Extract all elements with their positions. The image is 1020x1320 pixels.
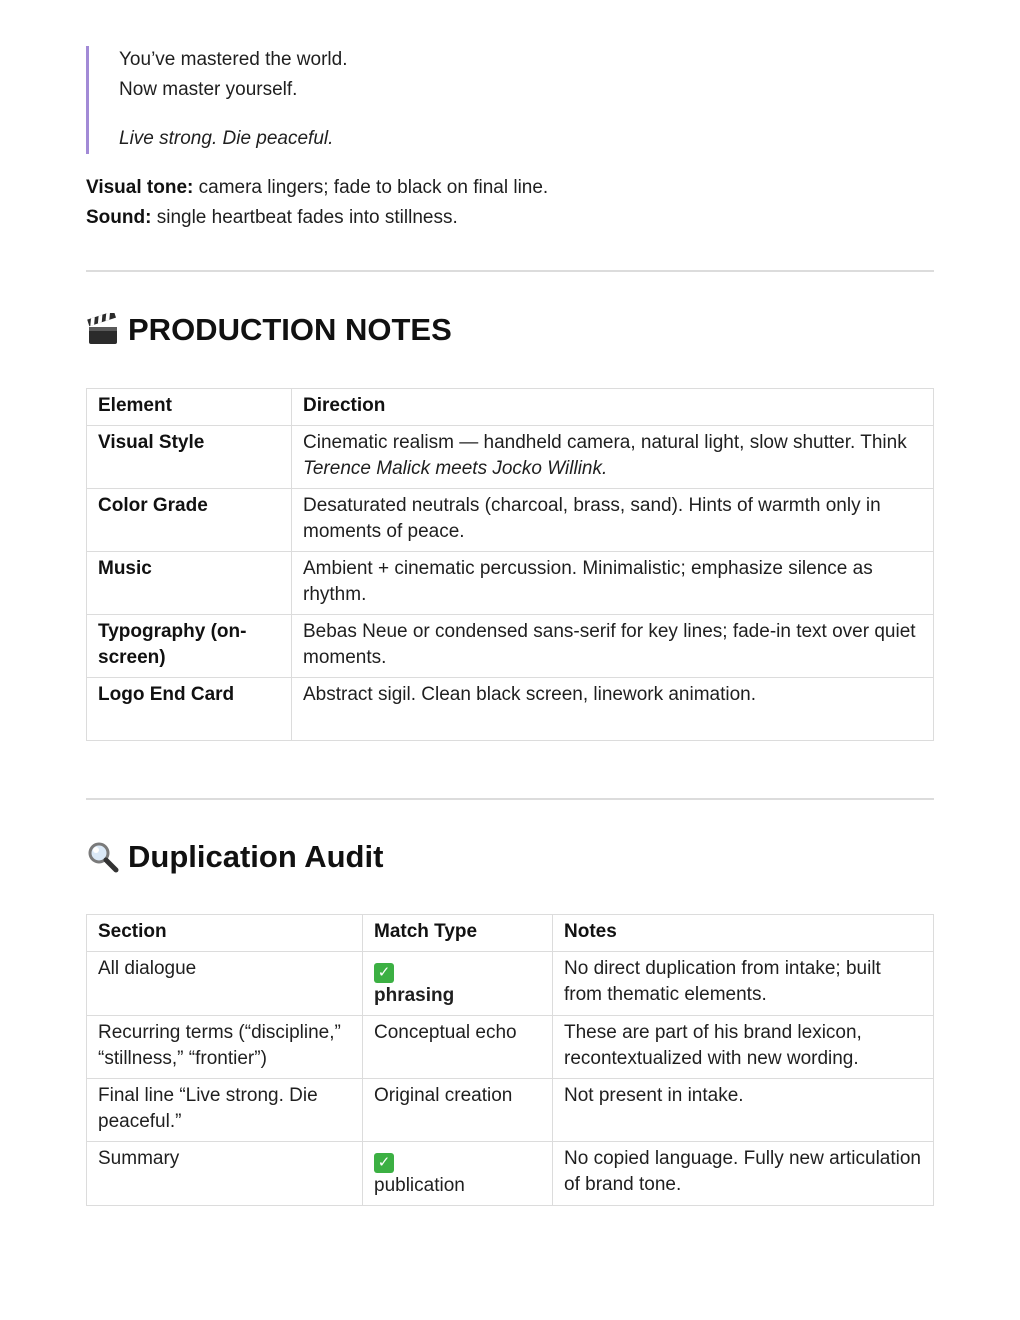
visual-tone-text: camera lingers; fade to black on final line.	[193, 177, 549, 198]
quote-line-1: You’ve mastered the world.	[119, 49, 348, 70]
direction-emphasis: Terence Malick meets Jocko Willink.	[303, 458, 608, 479]
visual-tone-label: Visual tone:	[86, 177, 194, 198]
section-cell: Recurring terms (“discipline,” “stillness,” “frontier”)	[87, 1016, 363, 1079]
production-notes-title: PRODUCTION NOTES	[128, 312, 452, 347]
column-header: Direction	[292, 389, 934, 426]
table-row	[87, 552, 934, 615]
direction-cell	[292, 426, 934, 489]
column-header: Section	[87, 915, 363, 952]
duplication-audit-title: Duplication Audit	[128, 839, 384, 874]
table-row	[87, 1016, 934, 1079]
match-type-cell: Conceptual echo	[363, 1016, 553, 1079]
sound-line	[86, 207, 458, 229]
direction-cell: Bebas Neue or condensed sans-serif for key lines; fade-in text over quiet moments.	[292, 615, 934, 678]
notes-cell: These are part of his brand lexicon, recontextualized with new wording.	[553, 1016, 934, 1079]
table-row	[87, 678, 934, 741]
match-type-cell: Original creation	[363, 1079, 553, 1142]
table-header-row	[87, 389, 934, 426]
section-cell: Summary	[87, 1142, 363, 1206]
notes-cell: Not present in intake.	[553, 1079, 934, 1142]
divider	[86, 798, 934, 800]
divider	[86, 270, 934, 272]
check-mark-icon: ✓	[374, 963, 394, 983]
element-cell: Color Grade	[87, 489, 292, 552]
direction-cell: Abstract sigil. Clean black screen, linework animation.	[292, 678, 934, 741]
production-notes-table	[86, 388, 934, 741]
duplication-audit-table	[86, 914, 934, 1206]
table-row	[87, 615, 934, 678]
table-header-row	[87, 915, 934, 952]
table-row	[87, 489, 934, 552]
check-mark-icon: ✓	[374, 1153, 394, 1173]
element-cell: Logo End Card	[87, 678, 292, 741]
clapperboard-icon	[86, 313, 120, 347]
column-header: Element	[87, 389, 292, 426]
table-row	[87, 952, 934, 1016]
sound-text: single heartbeat fades into stillness.	[151, 207, 458, 228]
match-type-text: publication	[374, 1175, 465, 1196]
table-row	[87, 1142, 934, 1206]
notes-cell: No direct duplication from intake; built from thematic elements.	[553, 952, 934, 1016]
section-cell: All dialogue	[87, 952, 363, 1016]
match-type-cell	[363, 1142, 553, 1206]
table-row	[87, 1079, 934, 1142]
quote-line-3: Live strong. Die peaceful.	[119, 128, 334, 149]
match-type-cell	[363, 952, 553, 1016]
visual-tone-line	[86, 177, 548, 199]
section-cell: Final line “Live strong. Die peaceful.”	[87, 1079, 363, 1142]
notes-cell: No copied language. Fully new articulation of brand tone.	[553, 1142, 934, 1206]
blockquote	[86, 46, 689, 154]
sound-label: Sound:	[86, 207, 152, 228]
match-type-text: phrasing	[374, 985, 455, 1006]
duplication-audit-heading	[86, 839, 383, 875]
table-row	[87, 426, 934, 489]
column-header: Match Type	[363, 915, 553, 952]
column-header: Notes	[553, 915, 934, 952]
production-notes-heading	[86, 312, 452, 348]
direction-text: Cinematic realism — handheld camera, natural light, slow shutter. Think	[303, 432, 907, 453]
element-cell: Visual Style	[87, 426, 292, 489]
magnifying-glass-icon	[86, 840, 120, 874]
quote-line-2: Now master yourself.	[119, 79, 298, 100]
element-cell: Typography (on-screen)	[87, 615, 292, 678]
direction-cell: Ambient + cinematic percussion. Minimalistic; emphasize silence as rhythm.	[292, 552, 934, 615]
direction-cell: Desaturated neutrals (charcoal, brass, sand). Hints of warmth only in moments of peace.	[292, 489, 934, 552]
element-cell: Music	[87, 552, 292, 615]
